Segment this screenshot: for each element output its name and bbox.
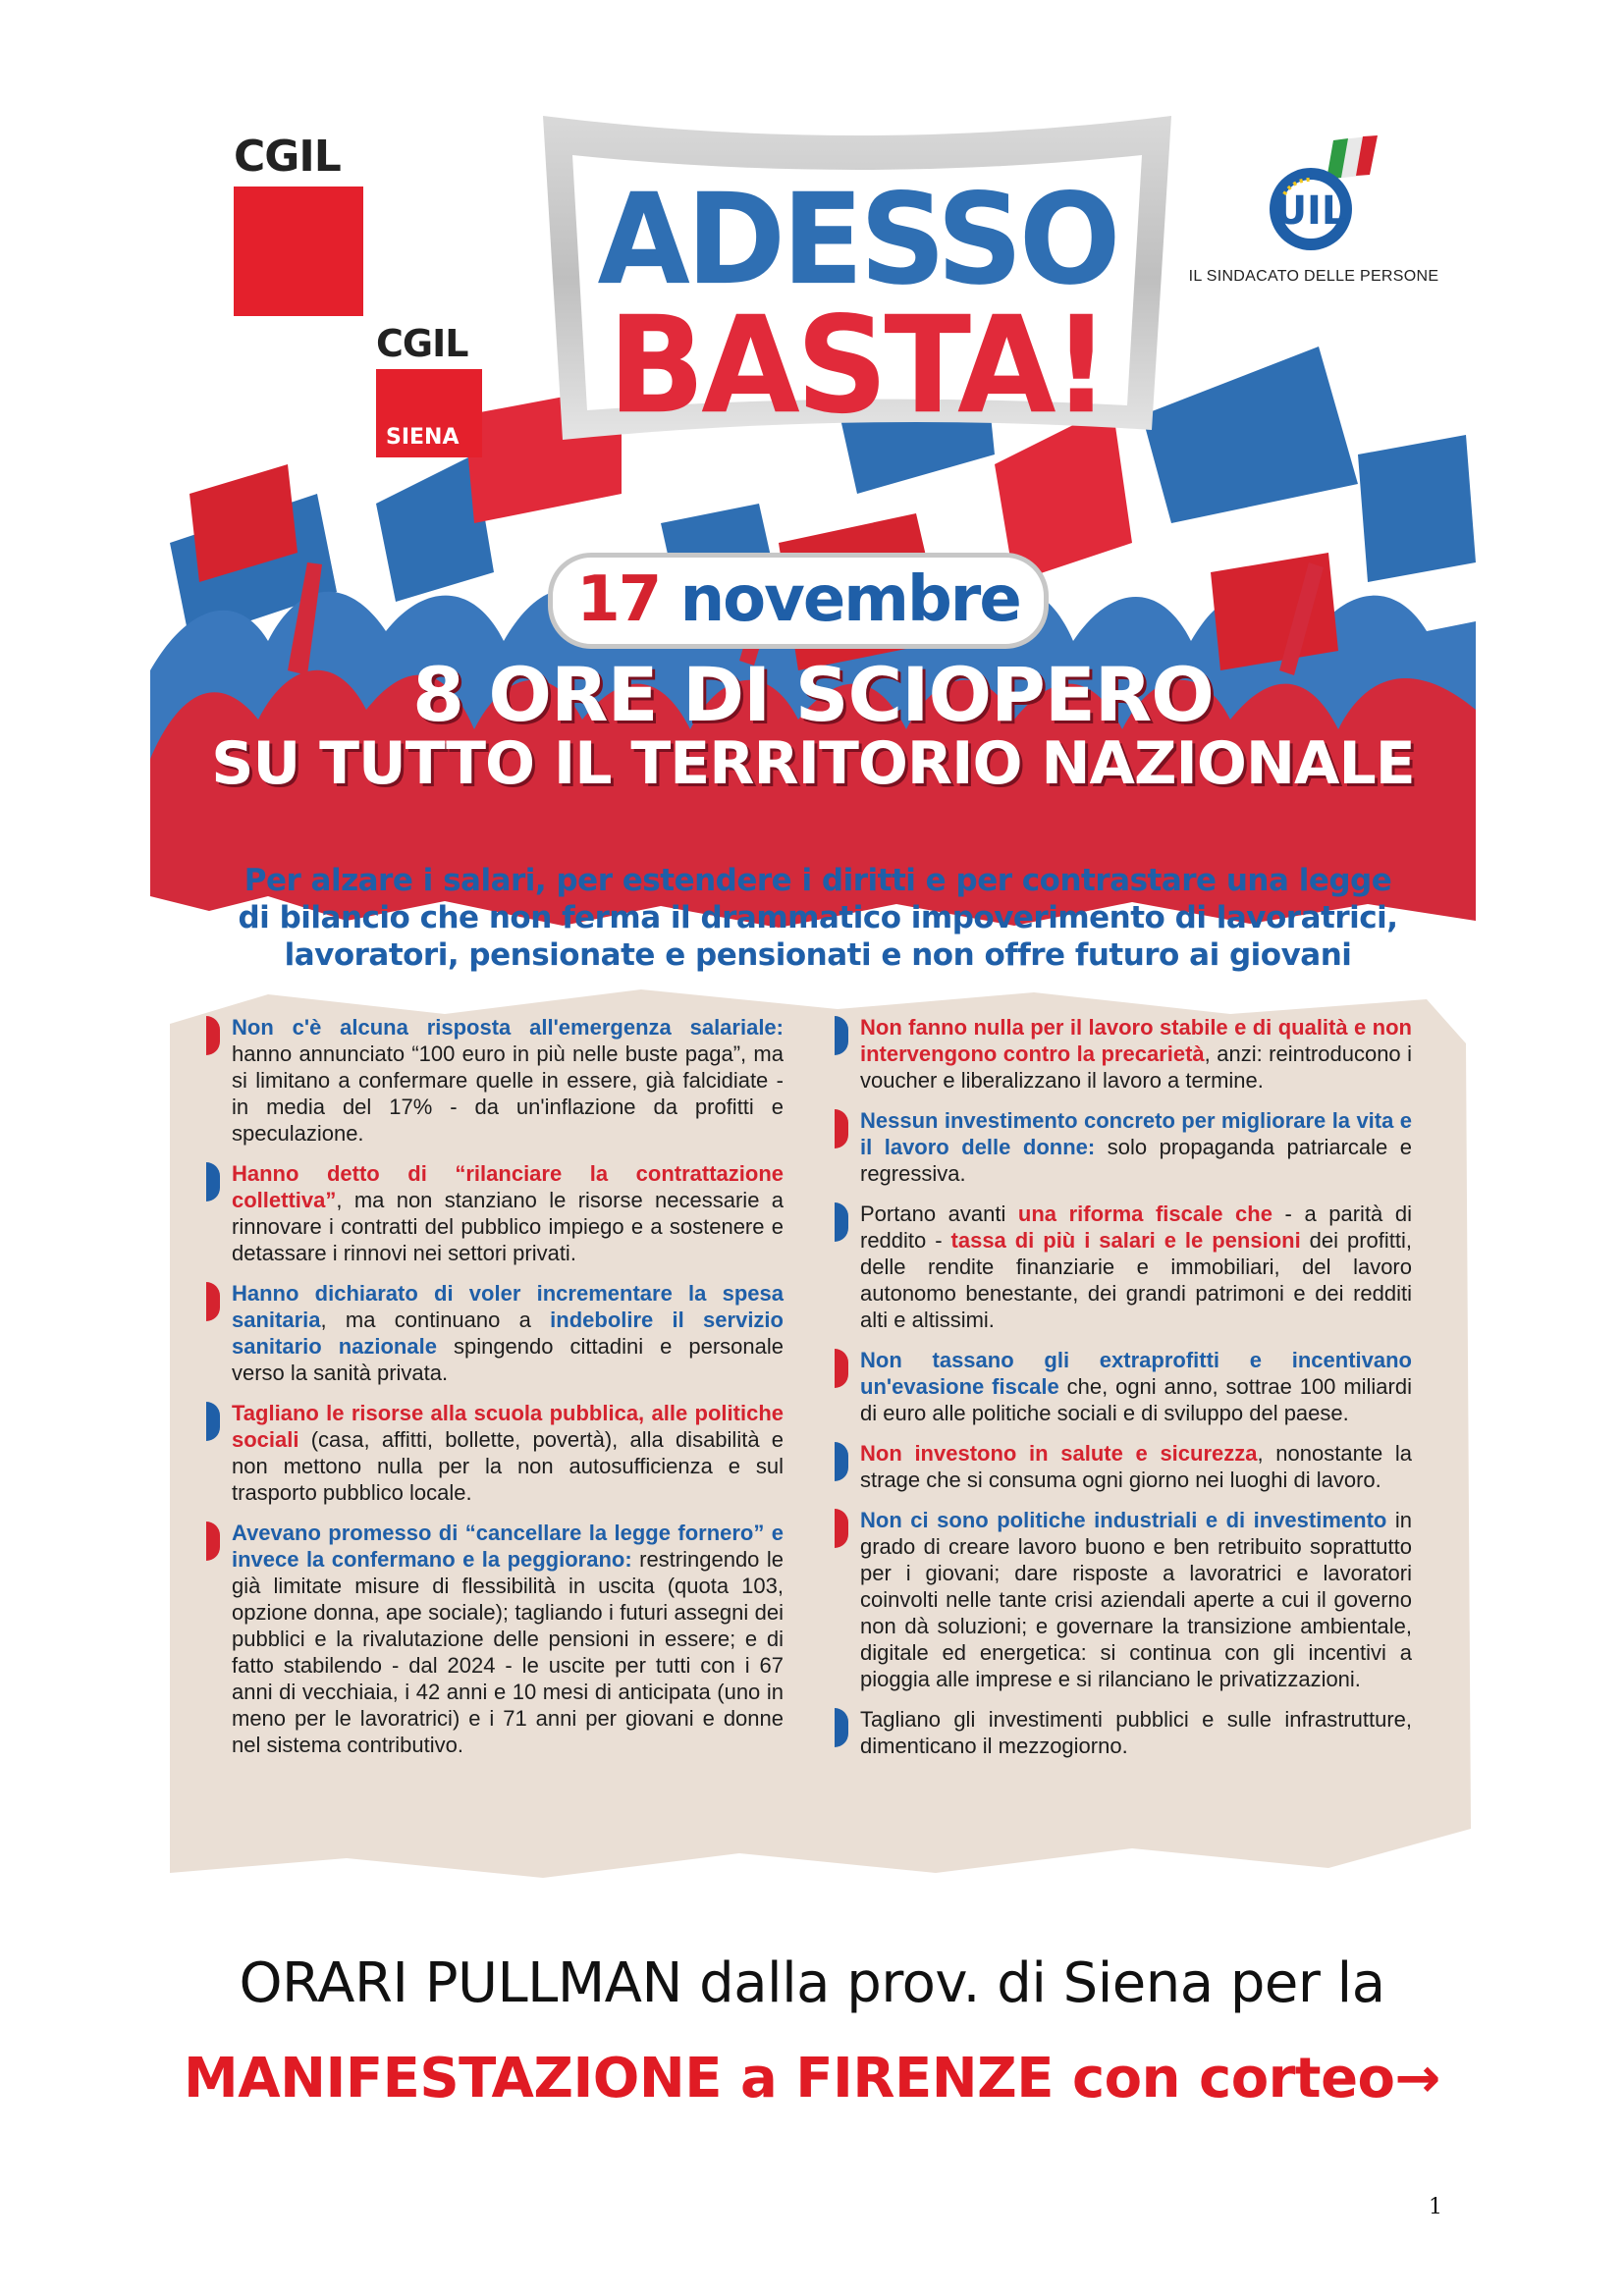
item-marker	[835, 1349, 848, 1388]
date-day: 17	[576, 563, 661, 636]
item-marker	[835, 1109, 848, 1148]
item-marker	[206, 1016, 220, 1055]
item-text: solo propaganda patriarcale e regressiva.	[860, 1135, 1412, 1186]
item-text: (casa, affitti, bollette, povertà), alla disabilità e non mettono nulla per la non autosufficienza e sul trasporto pubblico locale.	[232, 1427, 784, 1505]
item-text: in grado di creare lavoro buono e ben retribuito soprattutto per i giovani; dare risposte a lavoratrici e lavoratori coinvolti nelle tante crisi aziendali aperte a cui il governo non dà soluzioni; e governare la transizione ambientale, digitale ed energetica: si continua con gli incentivi a pioggia alle imprese e si rilanciano le privatizzazioni.	[860, 1508, 1412, 1691]
banner	[543, 116, 1171, 445]
item-highlight: indebolire il servizio sanitario nazionale	[232, 1308, 784, 1359]
item-text: dei profitti, delle rendite finanziarie e immobiliari, del lavoro autonomo benestante, dei grandi patrimoni e dei redditi alti e altissimi.	[860, 1228, 1412, 1332]
banner-title-basta: BASTA!	[608, 287, 1107, 444]
cgil-logo	[234, 132, 366, 316]
item-highlight: Nessun investimento concreto per migliorare la vita e il lavoro delle donne:	[860, 1108, 1412, 1159]
right-item-2	[842, 1107, 1412, 1187]
item-marker	[835, 1509, 848, 1548]
strike-subheadline: SU TUTTO IL TERRITORIO NAZIONALE	[211, 729, 1415, 798]
item-marker	[206, 1282, 220, 1321]
item-text: , ma non stanziano le risorse necessarie a rinnovare i contratti del pubblico impiego e a sostenere e detassare i rinnovi nei settori privati.	[232, 1188, 784, 1265]
item-text: , ma continuano a	[320, 1308, 551, 1332]
right-item-4	[842, 1347, 1412, 1426]
right-item-6	[842, 1507, 1412, 1692]
date-month: novembre	[679, 563, 1020, 636]
page-number: 1	[1429, 2195, 1442, 2219]
item-text: , anzi: reintroducono i voucher e liberalizzano il lavoro a termine.	[860, 1041, 1413, 1093]
item-highlight: tassa di più i salari e le pensioni	[950, 1228, 1301, 1253]
item-highlight: una riforma fiscale che	[1017, 1201, 1272, 1226]
item-text: che, ogni anno, sottrae 100 miliardi di euro alle politiche sociali e di sviluppo del paese.	[860, 1374, 1412, 1425]
item-text: , nonostante la strage che si consuma ogni giorno nei luoghi di lavoro.	[860, 1441, 1412, 1492]
intro-statement: Per alzare i salari, per estendere i diritti e per contrastare una legge di bilancio che non ferma il drammatico impoverimento di lavoratrici, lavoratori, pensionate e pensionati e non offre futuro ai giovani	[238, 863, 1398, 973]
item-text: hanno annunciato “100 euro in più nelle buste paga”, ma si limitano a confermare quelle in essere, già falcidiate - in media del 17% - da un'inflazione da profitti e speculazione.	[232, 1041, 784, 1146]
item-text: - a parità di reddito -	[860, 1201, 1412, 1253]
strike-poster	[150, 96, 1476, 1893]
strike-headline: 8 ORE DI SCIOPERO	[412, 651, 1214, 738]
item-text: Tagliano gli investimenti pubblici e sulle infrastrutture, dimenticano il mezzogiorno.	[860, 1707, 1412, 1758]
left-item-1	[214, 1014, 784, 1147]
uil-name: UIL	[1274, 188, 1347, 234]
banner-title-adesso: ADESSO	[597, 166, 1117, 313]
item-marker	[206, 1402, 220, 1441]
item-highlight: Avevano promesso di “cancellare la legge fornero” e invece la confermano e la peggiorano:	[232, 1521, 784, 1572]
item-marker	[835, 1442, 848, 1481]
left-item-4	[214, 1400, 784, 1506]
item-text: Portano avanti	[860, 1201, 1018, 1226]
siena-label: SIENA	[386, 425, 460, 450]
left-item-5	[214, 1520, 784, 1758]
item-highlight: Non c'è alcuna risposta all'emergenza salariale:	[232, 1015, 784, 1040]
item-highlight: Non tassano gli extraprofitti e incentivano un'evasione fiscale	[860, 1348, 1412, 1399]
uil-tagline: IL SINDACATO DELLE PERSONE	[1188, 268, 1439, 285]
cgil-siena-text: CGIL	[376, 322, 468, 365]
right-item-1	[842, 1014, 1412, 1094]
item-highlight: Hanno detto di “rilanciare la contrattazione collettiva”	[232, 1161, 784, 1212]
item-highlight: Tagliano le risorse alla scuola pubblica, alle politiche sociali	[232, 1401, 784, 1452]
item-marker	[835, 1016, 848, 1055]
item-marker	[206, 1162, 220, 1201]
left-column	[214, 1014, 784, 1772]
right-item-5	[842, 1440, 1412, 1493]
demonstration-heading: MANIFESTAZIONE a FIRENZE con corteo→	[184, 2047, 1440, 2110]
item-highlight: Non investono in salute e sicurezza	[860, 1441, 1258, 1466]
date-pill	[548, 553, 1049, 649]
item-text: restringendo le già limitate misure di flessibilità in uscita (quota 103, opzione donna, ape sociale); tagliando i futuri assegni dei pubblici e la rivalutazione delle pensioni in essere; e di fatto stabilendo - dal 2024 - le uscite per tutti con i 67 anni di vecchiaia, i 42 anni e 10 mesi di anticipata (uno in meno per le lavoratrici) e i 71 anni per giovani e donne nel sistema contributivo.	[232, 1547, 784, 1757]
cgil-logo-text: CGIL	[234, 132, 341, 182]
uil-logo	[1186, 135, 1441, 286]
item-marker	[835, 1708, 848, 1747]
left-item-2	[214, 1160, 784, 1266]
item-highlight: Non ci sono politiche industriali e di investimento	[860, 1508, 1387, 1532]
right-column	[842, 1014, 1412, 1773]
uil-badge-icon	[1240, 135, 1387, 253]
right-item-7	[842, 1706, 1412, 1759]
cgil-siena-square	[376, 369, 482, 457]
item-highlight: Hanno dichiarato di voler incrementare la spesa sanitaria	[232, 1281, 784, 1332]
item-marker	[206, 1522, 220, 1561]
item-marker	[835, 1202, 848, 1242]
item-highlight: Non fanno nulla per il lavoro stabile e di qualità e non intervengono contro la precarietà	[860, 1015, 1412, 1066]
cgil-logo-square	[234, 187, 363, 316]
cgil-siena-logo	[376, 324, 494, 457]
left-item-3	[214, 1280, 784, 1386]
bus-schedule-heading: ORARI PULLMAN dalla prov. di Siena per la	[239, 1951, 1385, 2015]
right-item-3	[842, 1201, 1412, 1333]
item-text: spingendo cittadini e personale verso la sanità privata.	[232, 1334, 784, 1385]
